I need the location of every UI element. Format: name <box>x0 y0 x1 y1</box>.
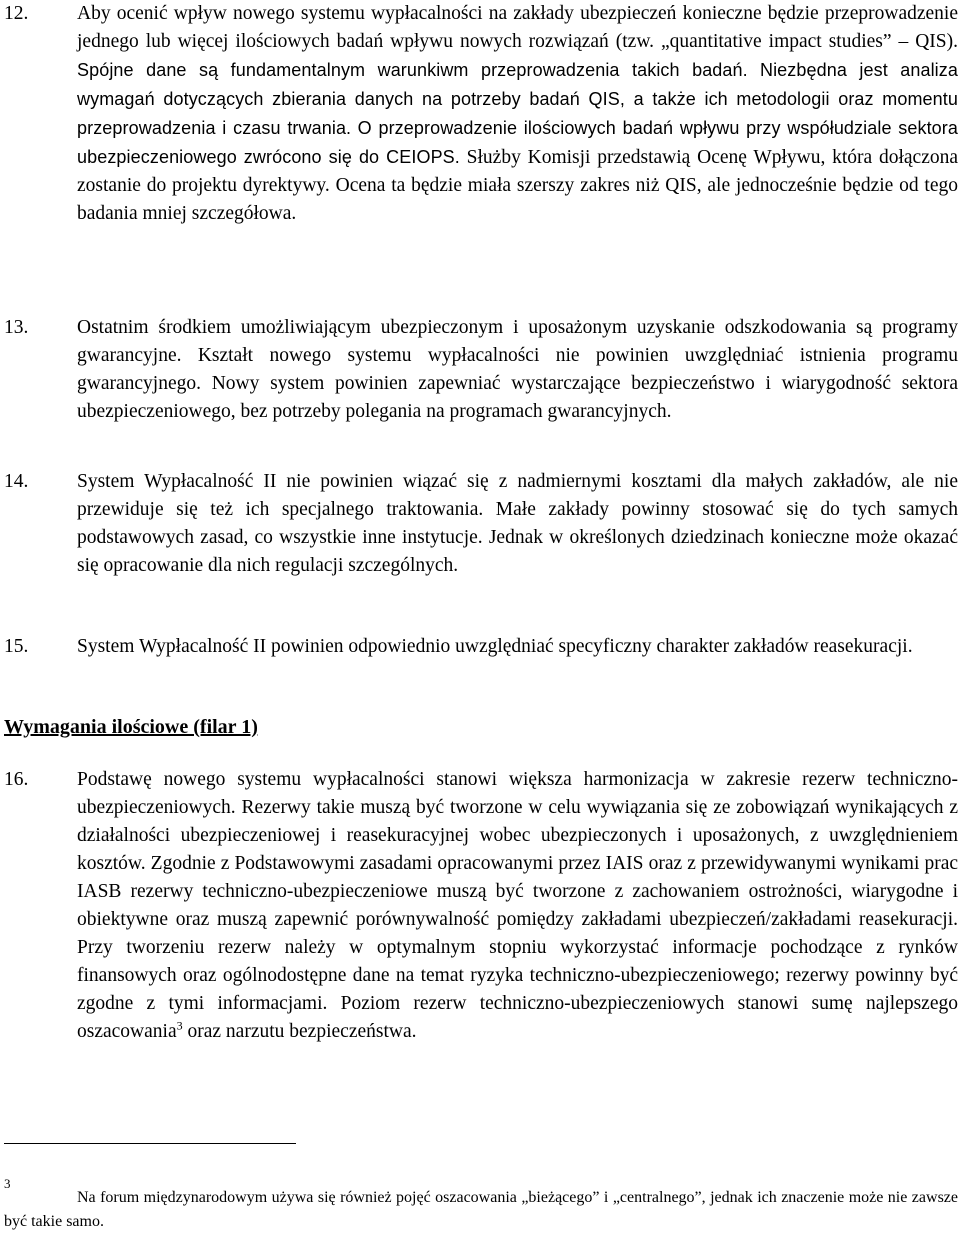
paragraph-number: 15. <box>4 636 29 657</box>
paragraph-number: 14. <box>4 471 29 492</box>
text-before-footnote: Podstawę nowego systemu wypłacalności stanowi większa harmonizacja w zakresie rezerw techniczno-ubezpieczeniowych. Rezerwy takie muszą być tworzone w celu wywiązania się ze zobowiązań wynikających z działalności ubezpieczeniowej i reasekuracyjnej wobec ubezpieczonych i uposażonych, z uwzględnieniem kosztów. Zgodnie z Podstawowymi zasadami opracowanymi przez IAIS oraz z przewidywanymi wynikami prac IASB rezerwy techniczno-ubezpieczeniowe muszą być tworzone z zachowaniem ostrożności, wiarygodne i obiektywne oraz muszą zapewnić porównywalność pomiędzy zakładami ubezpieczeń/zakładami reasekuracji. Przy tworzeniu rezerw należy w optymalnym stopniu wykorzystać informacje pochodzące z rynków finansowych oraz ogólnodostępne dane na temat ryzyka techniczno-ubezpieczeniowego; rezerwy powinny być zgodne z tymi informacjami. Poziom rezerw techniczno-ubezpieczeniowych stanowi sumę najlepszego oszacowania <box>77 769 958 1042</box>
footnote-separator <box>4 1143 296 1144</box>
footnote-text: Na forum międzynarodowym używa się również pojęć oszacowania „bieżącego” i „centralnego”, jednak ich znaczenie może nie zawsze być takie samo. <box>4 1189 958 1230</box>
sentence: Aby ocenić wpływ nowego systemu wypłacalności na zakłady ubezpieczeń konieczne będzie przeprowadzenie jednego lub więcej ilościowych badań wpływu nowych rozwiązań (tzw. „quantitative impact studies” – QIS). <box>77 3 958 52</box>
paragraph-text: System Wypłacalność II powinien odpowiednio uwzględniać specyficzny charakter zakładów reasekuracji. <box>77 636 913 657</box>
sentence: Ocena ta będzie miała szerszy zakres niż QIS, ale jednocześnie będzie od tego badania mniej szczegółowa. <box>77 175 958 224</box>
paragraph-number: 13. <box>4 317 29 338</box>
footnote-reference[interactable]: 3 <box>176 1018 183 1033</box>
paragraph-text <box>77 0 958 228</box>
paragraph-15 <box>0 633 958 689</box>
sentence: Służby Komisji przedstawią Ocenę Wpływu, która dołączona zostanie do projektu dyrektywy. <box>77 147 959 196</box>
paragraph-text: Ostatnim środkiem umożliwiającym ubezpieczonym i uposażonym uzyskanie odszkodowania są programy gwarancyjne. Kształt nowego systemu wypłacalności nie powinien uwzględniać istnienia programu gwarancyjnego. Nowy system powinien zapewniać wystarczające bezpieczeństwo i wiarygodność sektora ubezpieczeniowego, bez potrzeby polegania na programach gwarancyjnych. <box>77 317 958 422</box>
sentence: O przeprowadzenie ilościowych badań wpływu przy współudziale sektora ubezpieczeniowego zwrócono się do CEIOPS. <box>77 118 958 167</box>
paragraph-text: System Wypłacalność II nie powinien wiązać się z nadmiernymi kosztami dla małych zakładów, ale nie przewiduje się też ich specjalnego traktowania. Małe zakłady powinny stosować się do tych samych podstawowych zasad, co wszystkie inne instytucje. Jednak w określonych dziedzinach konieczne może okazać się opracowanie dla nich regulacji szczególnych. <box>77 471 958 576</box>
paragraph-text <box>77 766 958 1046</box>
paragraph-16 <box>0 766 958 1130</box>
text-after-footnote: oraz narzutu bezpieczeństwa. <box>182 1021 417 1042</box>
section-heading: Wymagania ilościowe (filar 1) <box>4 716 258 738</box>
sentence: Niezbędna jest analiza wymagań dotyczących zbierania danych na potrzeby badań QIS, a także ich metodologii oraz momentu przeprowadzenia i czasu trwania. <box>77 60 958 138</box>
paragraph-number: 16. <box>4 769 29 790</box>
paragraph-number: 12. <box>4 3 29 24</box>
paragraph-12 <box>0 0 958 300</box>
sentence: Spójne dane są fundamentalnym warunkiwm przeprowadzenia takich badań. <box>77 60 748 80</box>
footnote-marker: 3 <box>4 1176 11 1191</box>
paragraph-14 <box>0 468 958 608</box>
paragraph-13 <box>0 314 958 454</box>
